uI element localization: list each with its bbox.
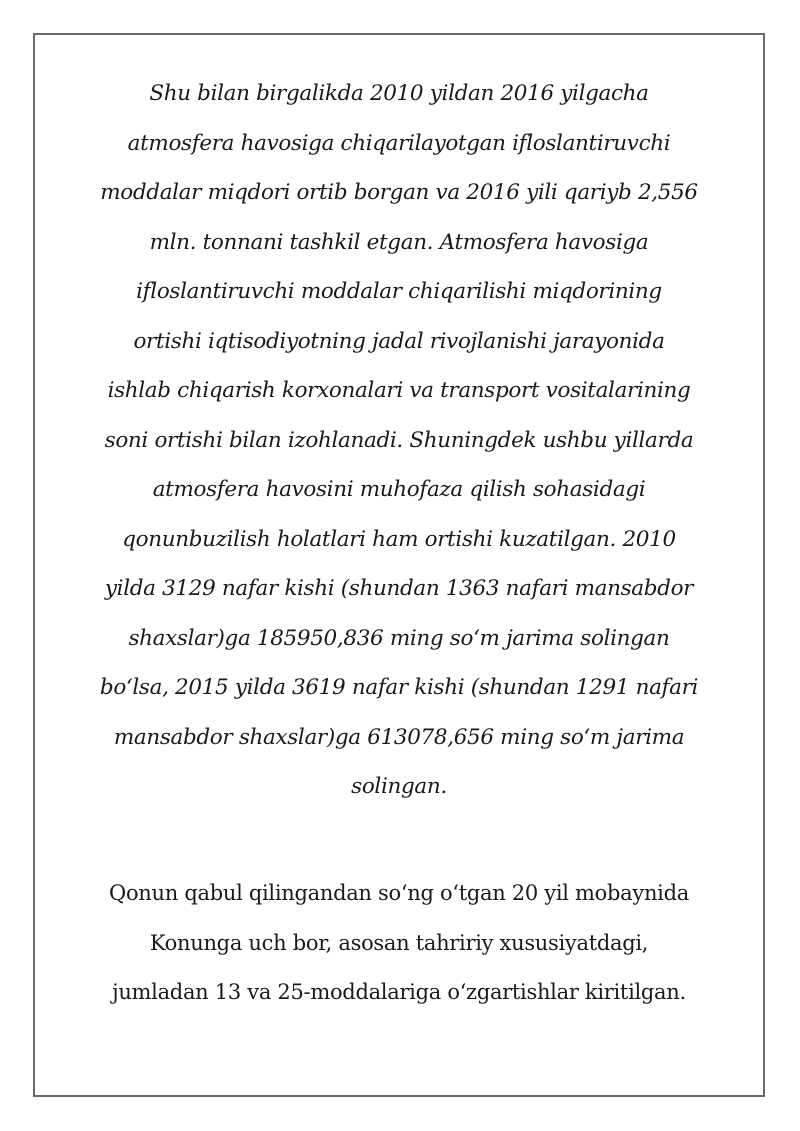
paragraph-line: moddalar miqdori ortib borgan va 2016 yili qariyb 2,556 [100, 180, 698, 205]
paragraph-line: Konunga uch bor, asosan tahririy xususiyatdagi, [149, 930, 649, 955]
italic-paragraph [60, 69, 738, 812]
paragraph-line: solingan. [351, 774, 447, 799]
paragraph-line: shaxslar)ga 185950,836 ming so‘m jarima solingan [128, 625, 670, 651]
paragraph-line: ortishi iqtisodiyotning jadal rivojlanishi jarayonida [133, 328, 665, 354]
plain-paragraph [60, 869, 738, 1018]
paragraph-line: qonunbuzilish holatlari ham ortishi kuzatilgan. 2010 [122, 526, 676, 552]
paragraph-line: ishlab chiqarish korxonalari va transport vositalarining [107, 378, 691, 403]
paragraph-line: yilda 3129 nafar kishi (shundan 1363 nafari mansabdor [104, 576, 694, 601]
paragraph-line: jumladan 13 va 25-moddalariga o‘zgartishlar kiritilgan. [112, 980, 686, 1004]
paragraph-line: Shu bilan birgalikda 2010 yildan 2016 yilgacha [149, 81, 649, 106]
paragraph-line: bo‘lsa, 2015 yilda 3619 nafar kishi (shundan 1291 nafari [99, 675, 699, 700]
paragraph-line: ifloslantiruvchi moddalar chiqarilishi miqdorining [136, 279, 662, 304]
paragraph-line: Qonun qabul qilingandan so‘ng o‘tgan 20 yil mobaynida [109, 881, 689, 905]
paragraph-line: atmosfera havosini muhofaza qilish sohasidagi [152, 477, 646, 502]
paragraph-line: mansabdor shaxslar)ga 613078,656 ming so‘m jarima [113, 724, 685, 750]
paragraph-line: atmosfera havosiga chiqarilayotgan ifloslantiruvchi [127, 130, 671, 156]
paragraph-line: soni ortishi bilan izohlanadi. Shuningdek ushbu yillarda [104, 427, 694, 453]
paragraph-line: mln. tonnani tashkil etgan. Atmosfera havosiga [149, 229, 649, 255]
